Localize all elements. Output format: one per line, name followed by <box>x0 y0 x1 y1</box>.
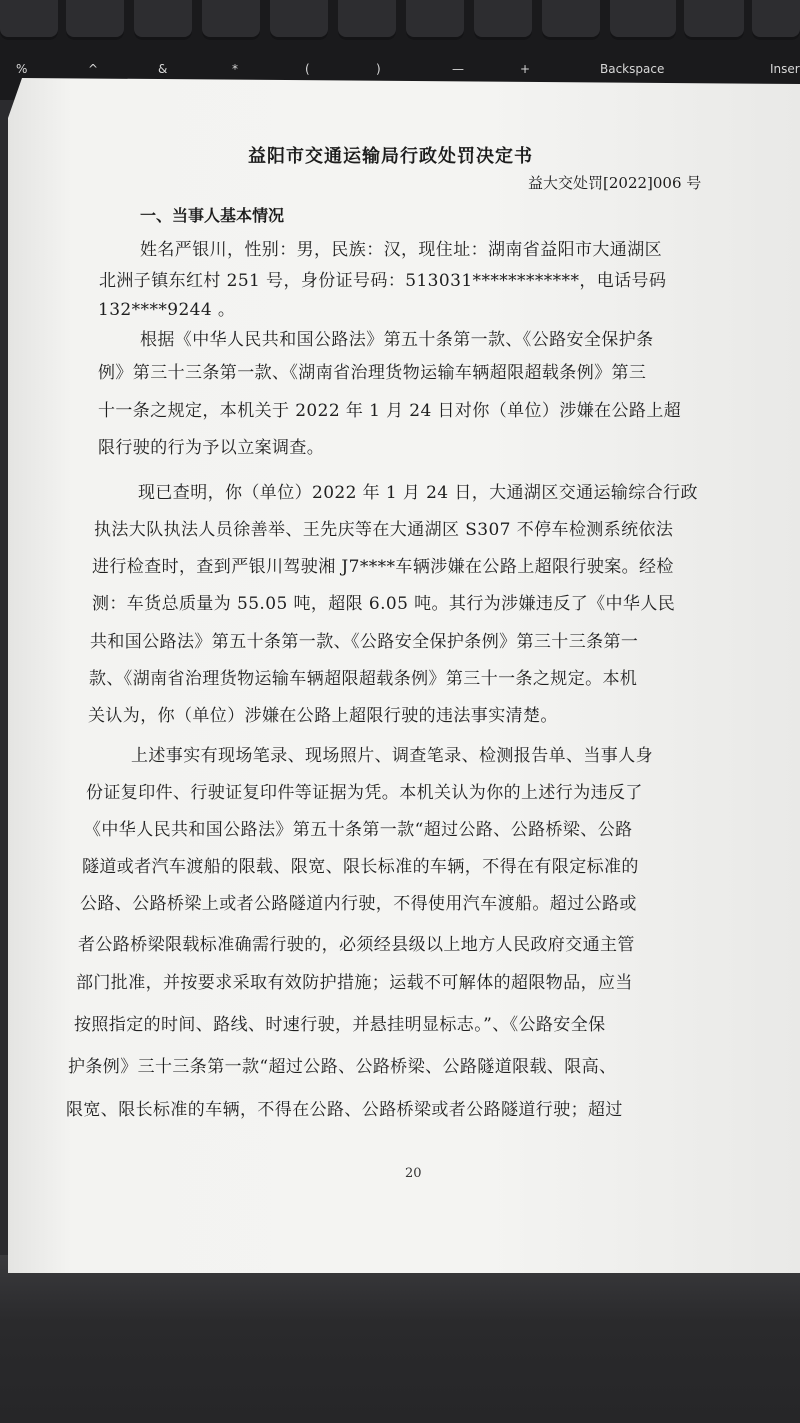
key-label-right-paren: ) <box>376 62 381 76</box>
keyboard-key <box>542 0 600 40</box>
keyboard-key <box>338 0 396 40</box>
keyboard-key <box>684 0 744 40</box>
body-line: 按照指定的时间、路线、时速行驶，并悬挂明显标志。”、《公路安全保 <box>74 1015 606 1035</box>
key-label-plus: + <box>520 62 531 76</box>
key-label-insert: Inser <box>770 62 800 76</box>
keyboard-key <box>0 0 58 40</box>
body-line: 关认为，你（单位）涉嫌在公路上超限行驶的违法事实清楚。 <box>88 706 558 726</box>
key-label-asterisk: * <box>232 62 238 76</box>
body-line: 根据《中华人民共和国公路法》第五十条第一款、《公路安全保护条 <box>140 330 654 350</box>
body-line: 限行驶的行为予以立案调查。 <box>98 438 325 458</box>
section-heading: 一、当事人基本情况 <box>140 206 285 225</box>
body-line: 共和国公路法》第五十条第一款、《公路安全保护条例》第三十三条第一 <box>90 632 639 652</box>
body-line: 进行检查时，查到严银川驾驶湘 J7****车辆涉嫌在公路上超限行驶案。经检 <box>92 557 674 577</box>
keyboard-key <box>270 0 328 40</box>
keyboard-key <box>202 0 260 40</box>
key-label-ampersand: & <box>158 62 168 76</box>
key-label-minus: — <box>452 62 464 76</box>
body-line: 款、《湖南省治理货物运输车辆超限超载条例》第三十一条之规定。本机 <box>89 669 638 689</box>
document-title: 益阳市交通运输局行政处罚决定书 <box>248 146 533 167</box>
desk-surface <box>0 1255 800 1423</box>
body-line: 132****9244 。 <box>98 300 236 320</box>
key-label-left-paren: ( <box>305 62 310 76</box>
body-line: 公路、公路桥梁上或者公路隧道内行驶，不得使用汽车渡船。超过公路或 <box>80 894 637 914</box>
body-line: 测：车货总质量为 55.05 吨，超限 6.05 吨。其行为涉嫌违反了《中华人民 <box>92 594 676 614</box>
key-label-backspace: Backspace <box>600 62 665 76</box>
keyboard-key <box>752 0 800 40</box>
body-line: 部门批准，并按要求采取有效防护措施；运载不可解体的超限物品，应当 <box>76 973 633 993</box>
key-label-caret: ^ <box>88 62 99 76</box>
keyboard-key <box>406 0 464 40</box>
body-line: 《中华人民共和国公路法》第五十条第一款“超过公路、公路桥梁、公路 <box>84 820 633 840</box>
body-line: 隧道或者汽车渡船的限载、限宽、限长标准的车辆，不得在有限定标准的 <box>82 857 639 877</box>
key-label-percent: % <box>16 62 28 76</box>
body-line: 者公路桥梁限载标准确需行驶的，必须经县级以上地方人民政府交通主管 <box>78 935 635 955</box>
body-line: 份证复印件、行驶证复印件等证据为凭。本机关认为你的上述行为违反了 <box>86 783 643 803</box>
body-line: 例》第三十三条第一款、《湖南省治理货物运输车辆超限超载条例》第三 <box>98 363 647 383</box>
keyboard-key <box>474 0 532 40</box>
body-line: 限宽、限长标准的车辆，不得在公路、公路桥梁或者公路隧道行驶；超过 <box>66 1100 623 1120</box>
body-line: 姓名严银川，性别：男，民族：汉，现住址：湖南省益阳市大通湖区 <box>140 240 662 260</box>
body-line: 执法大队执法人员徐善举、王先庆等在大通湖区 S307 不停车检测系统依法 <box>94 520 674 540</box>
body-line: 十一条之规定，本机关于 2022 年 1 月 24 日对你（单位）涉嫌在公路上超 <box>98 401 682 421</box>
body-line: 护条例》三十三条第一款“超过公路、公路桥梁、公路隧道限载、限高、 <box>68 1057 617 1077</box>
body-line: 北洲子镇东红村 251 号，身份证号码：513031************，电话号码 <box>99 271 667 291</box>
body-line: 上述事实有现场笔录、现场照片、调查笔录、检测报告单、当事人身 <box>131 746 653 766</box>
document-number: 益大交处罚[2022]006 号 <box>528 174 702 192</box>
keyboard-key <box>66 0 124 40</box>
keyboard-key <box>610 0 676 40</box>
body-line: 现已查明，你（单位）2022 年 1 月 24 日，大通湖区交通运输综合行政 <box>138 483 698 503</box>
keyboard-key <box>134 0 192 40</box>
page-number: 20 <box>405 1166 422 1181</box>
